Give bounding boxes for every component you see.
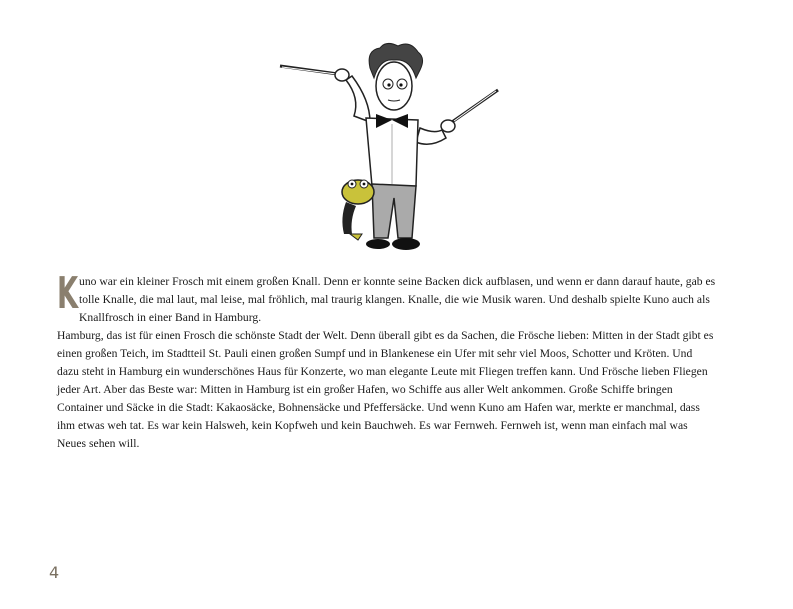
drop-cap: K: [57, 268, 79, 319]
conductor-with-frog-icon: [270, 38, 510, 260]
paragraph-1-text: uno war ein kleiner Frosch mit einem großen Knall. Denn er konnte seine Backen dick aufblasen, und wenn er dann darauf haute, gab es tolle Knalle, die mal laut, mal leise, mal fröhlich, mal traurig klangen. Knalle, die wie Musik waren. Und deshalb spielte Kuno auch als Knallfrosch in einer Band in Hamburg.: [79, 275, 716, 324]
page-number: 4: [49, 563, 60, 582]
story-text: [57, 268, 717, 453]
story-paragraph-2: Hamburg, das ist für einen Frosch die schönste Stadt der Welt. Denn überall gibt es da Sachen, die Frösche lieben: Mitten in der Stadt gibt es einen großen Teich, im Stadtteil St. Pauli einen großen Sumpf und in Blankenese ein Ufer mit sehr viel Moos, Schotter und Kröten. Und dazu steht in Hamburg ein wunderschönes Haus für Konzerte, wo man elegante Leute mit Fliegen treffen kann. Und Frösche lieben Fliegen jeder Art. Aber das Beste war: Mitten in Hamburg ist ein großer Hafen, wo Schiffe aus aller Welt ankommen. Große Schiffe bringen Container und Säcke in die Stadt: Kakaosäcke, Bohnensäcke und Pfeffersäcke. Und wenn Kuno am Hafen war, merkte er manchmal, dass ihm etwas weh tat. Es war kein Halsweh, kein Kopfweh und kein Bauchweh. Es war Fernweh. Fernweh ist, wenn man einfach mal was Neues sehen will.: [57, 329, 714, 450]
story-paragraph-1: [57, 268, 717, 327]
